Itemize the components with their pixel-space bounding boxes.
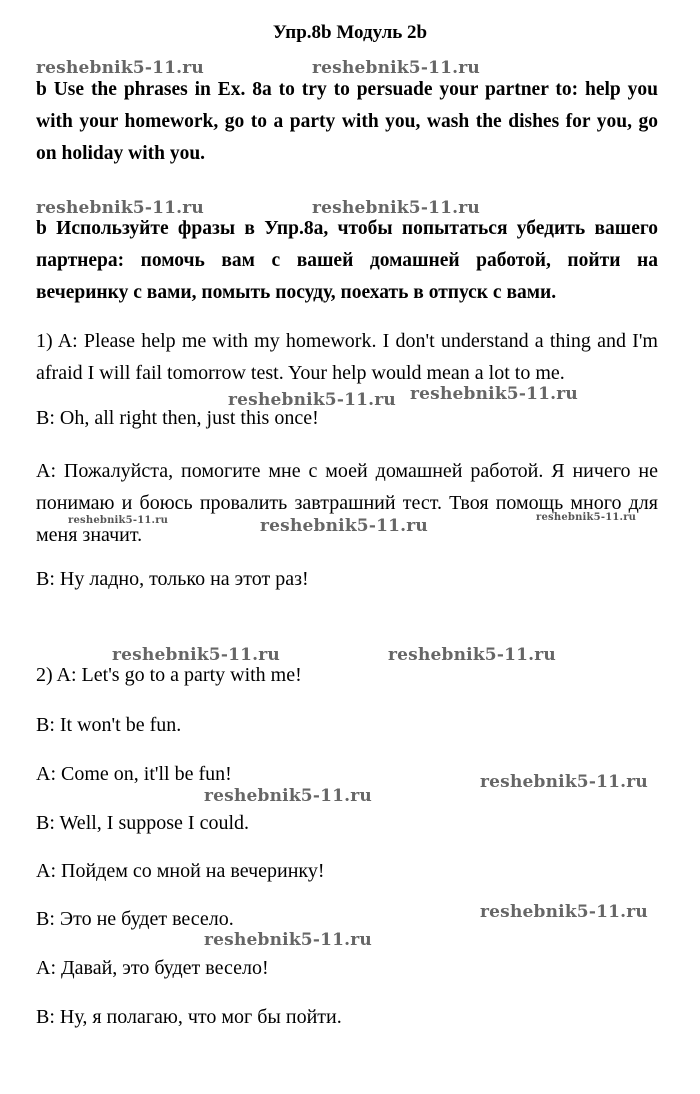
dialogue2-b1-russian: B: Это не будет весело. xyxy=(36,908,234,930)
dialogue2-b1-english: B: It won't be fun. xyxy=(36,714,182,736)
task-russian: b Используйте фразы в Упр.8а, чтобы попытаться убедить вашего партнера: помочь вам с вашей домашней работой, пойти на вечеринку с вами, помыть посуду, поехать в отпуск с вами. xyxy=(36,218,658,303)
watermark: reshebnik5-11.ru xyxy=(204,786,372,806)
dialogue2-a1-russian: A: Пойдем со мной на вечеринку! xyxy=(36,860,325,882)
dialogue1-b-russian: B: Ну ладно, только на этот раз! xyxy=(36,568,309,590)
watermark: reshebnik5-11.ru xyxy=(112,645,280,665)
dialogue2-a1-english: 2) A: Let's go to a party with me! xyxy=(36,664,302,686)
dialogue1-b-english: B: Oh, all right then, just this once! xyxy=(36,407,319,429)
dialogue1-a-english: 1) A: Please help me with my homework. I don't understand a thing and I'm afraid I will fail tomorrow test. Your help would mean a lot to me. xyxy=(36,330,658,384)
watermark: reshebnik5-11.ru xyxy=(204,930,372,950)
watermark: reshebnik5-11.ru xyxy=(312,198,480,218)
watermark: reshebnik5-11.ru xyxy=(480,772,648,792)
watermark: reshebnik5-11.ru xyxy=(68,515,169,526)
watermark: reshebnik5-11.ru xyxy=(228,390,396,410)
dialogue2-b2-english: B: Well, I suppose I could. xyxy=(36,812,249,834)
watermark: reshebnik5-11.ru xyxy=(388,645,556,665)
watermark: reshebnik5-11.ru xyxy=(312,58,480,78)
dialogue2-a2-english: A: Come on, it'll be fun! xyxy=(36,763,232,785)
page-title: Упр.8b Модуль 2b xyxy=(272,22,428,43)
watermark: reshebnik5-11.ru xyxy=(36,58,204,78)
watermark: reshebnik5-11.ru xyxy=(410,384,578,404)
task-english: b Use the phrases in Ex. 8a to try to persuade your partner to: help you with your homework, go to a party with you, wash the dishes for you, go on holiday with you. xyxy=(36,79,658,164)
dialogue2-a2-russian: A: Давай, это будет весело! xyxy=(36,957,269,979)
watermark: reshebnik5-11.ru xyxy=(260,516,428,536)
watermark: reshebnik5-11.ru xyxy=(480,902,648,922)
watermark: reshebnik5-11.ru xyxy=(536,512,637,523)
dialogue2-b2-russian: B: Ну, я полагаю, что мог бы пойти. xyxy=(36,1006,342,1028)
dialogue1-a-russian: A: Пожалуйста, помогите мне с моей домашней работой. Я ничего не понимаю и боюсь провалить завтрашний тест. Твоя помощь много для меня значит. xyxy=(36,460,658,546)
watermark: reshebnik5-11.ru xyxy=(36,198,204,218)
